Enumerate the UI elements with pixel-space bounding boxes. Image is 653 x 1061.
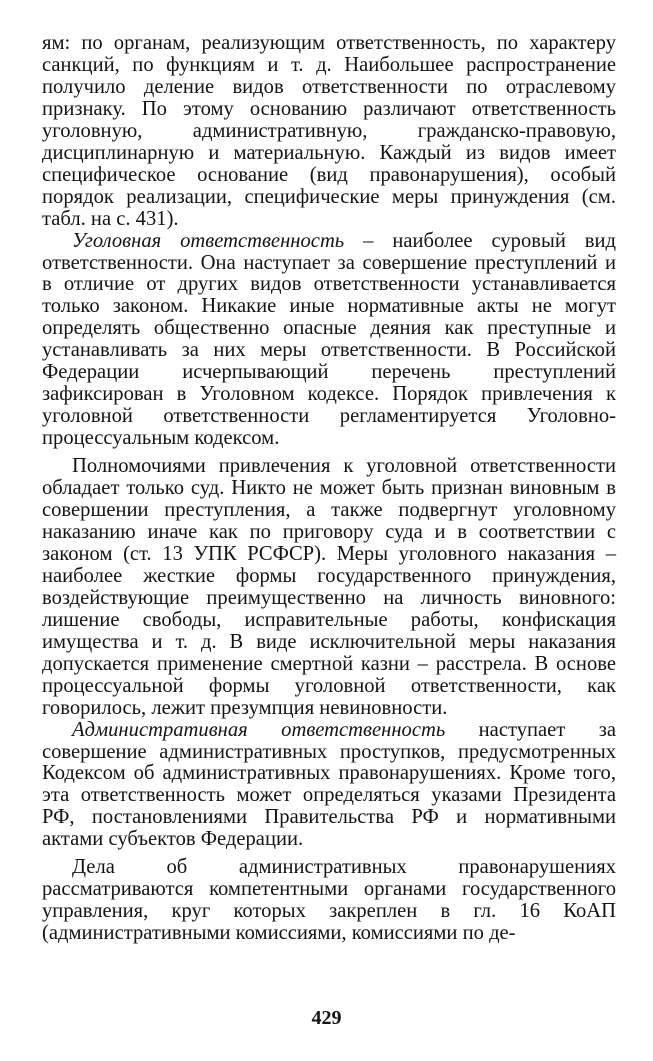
paragraph-continued — [42, 33, 616, 231]
paragraph-term: Уголовная ответственность — [72, 229, 345, 252]
paragraph-text: Дела об административных правонарушениях рассматриваются компетентными органами государственного управления, круг которых закреплен в гл. 16 КоАП (административными комиссиями, комиссиями по де- — [42, 856, 616, 945]
paragraph-text: наступает за совершение административных проступков, предусмотренных Кодексом об административных правонарушениях. Кроме того, эта ответственность может определяться указами Президента РФ, постановлениями Правительства РФ и нормативными актами субъектов Федерации. — [42, 718, 616, 851]
paragraph-administrative-liability — [42, 720, 616, 852]
paragraph-administrative-cases — [42, 857, 616, 945]
paragraph-criminal-liability — [42, 231, 616, 451]
paragraph-term: Административная ответственность — [72, 718, 446, 741]
paragraph-text: ям: по органам, реализующим ответственность, по характеру санкций, по функциям и т. д. Наибольшее распространение получило деление видов ответственности по отраслевому признаку. По этому основанию различают ответственность уголовную, административную, гражданско-правовую, дисциплинарную и материальную. Каждый из видов имеет специфическое основание (вид правонарушения), особый порядок реализации, специфические меры принуждения (см. табл. на с. 431). — [42, 32, 616, 230]
paragraph-text: – наиболее суровый вид ответственности. Она наступает за совершение преступлений и в отличие от других видов ответственности устанавливается только законом. Никакие иные нормативные акты не могут определять общественно опасные деяния как преступные и устанавливать за них меры ответственности. В Российской Федерации исчерпывающий перечень преступлений зафиксирован в Уголовном кодексе. Порядок привлечения к уголовной ответственности регламентируется Уголовно-процессуальным кодексом. — [42, 229, 616, 450]
paragraph-court-powers — [42, 456, 616, 719]
page-number: 429 — [311, 1007, 342, 1029]
page-text — [42, 33, 616, 945]
paragraph-text: Полномочиями привлечения к уголовной ответственности обладает только суд. Никто не может быть признан виновным в совершении преступления, а также подвергнут уголовному наказанию иначе как по приговору суда и в соответствии с законом (ст. 13 УПК РСФСР). Меры уголовного наказания – наиболее жесткие формы государственного принуждения, воздействующие преимущественно на личность виновного: лишение свободы, исправительные работы, конфискация имущества и т. д. В виде исключительной меры наказания допускается применение смертной казни – расстрела. В основе процессуальной формы уголовной ответственности, как говорилось, лежит презумпция невиновности. — [42, 455, 616, 719]
